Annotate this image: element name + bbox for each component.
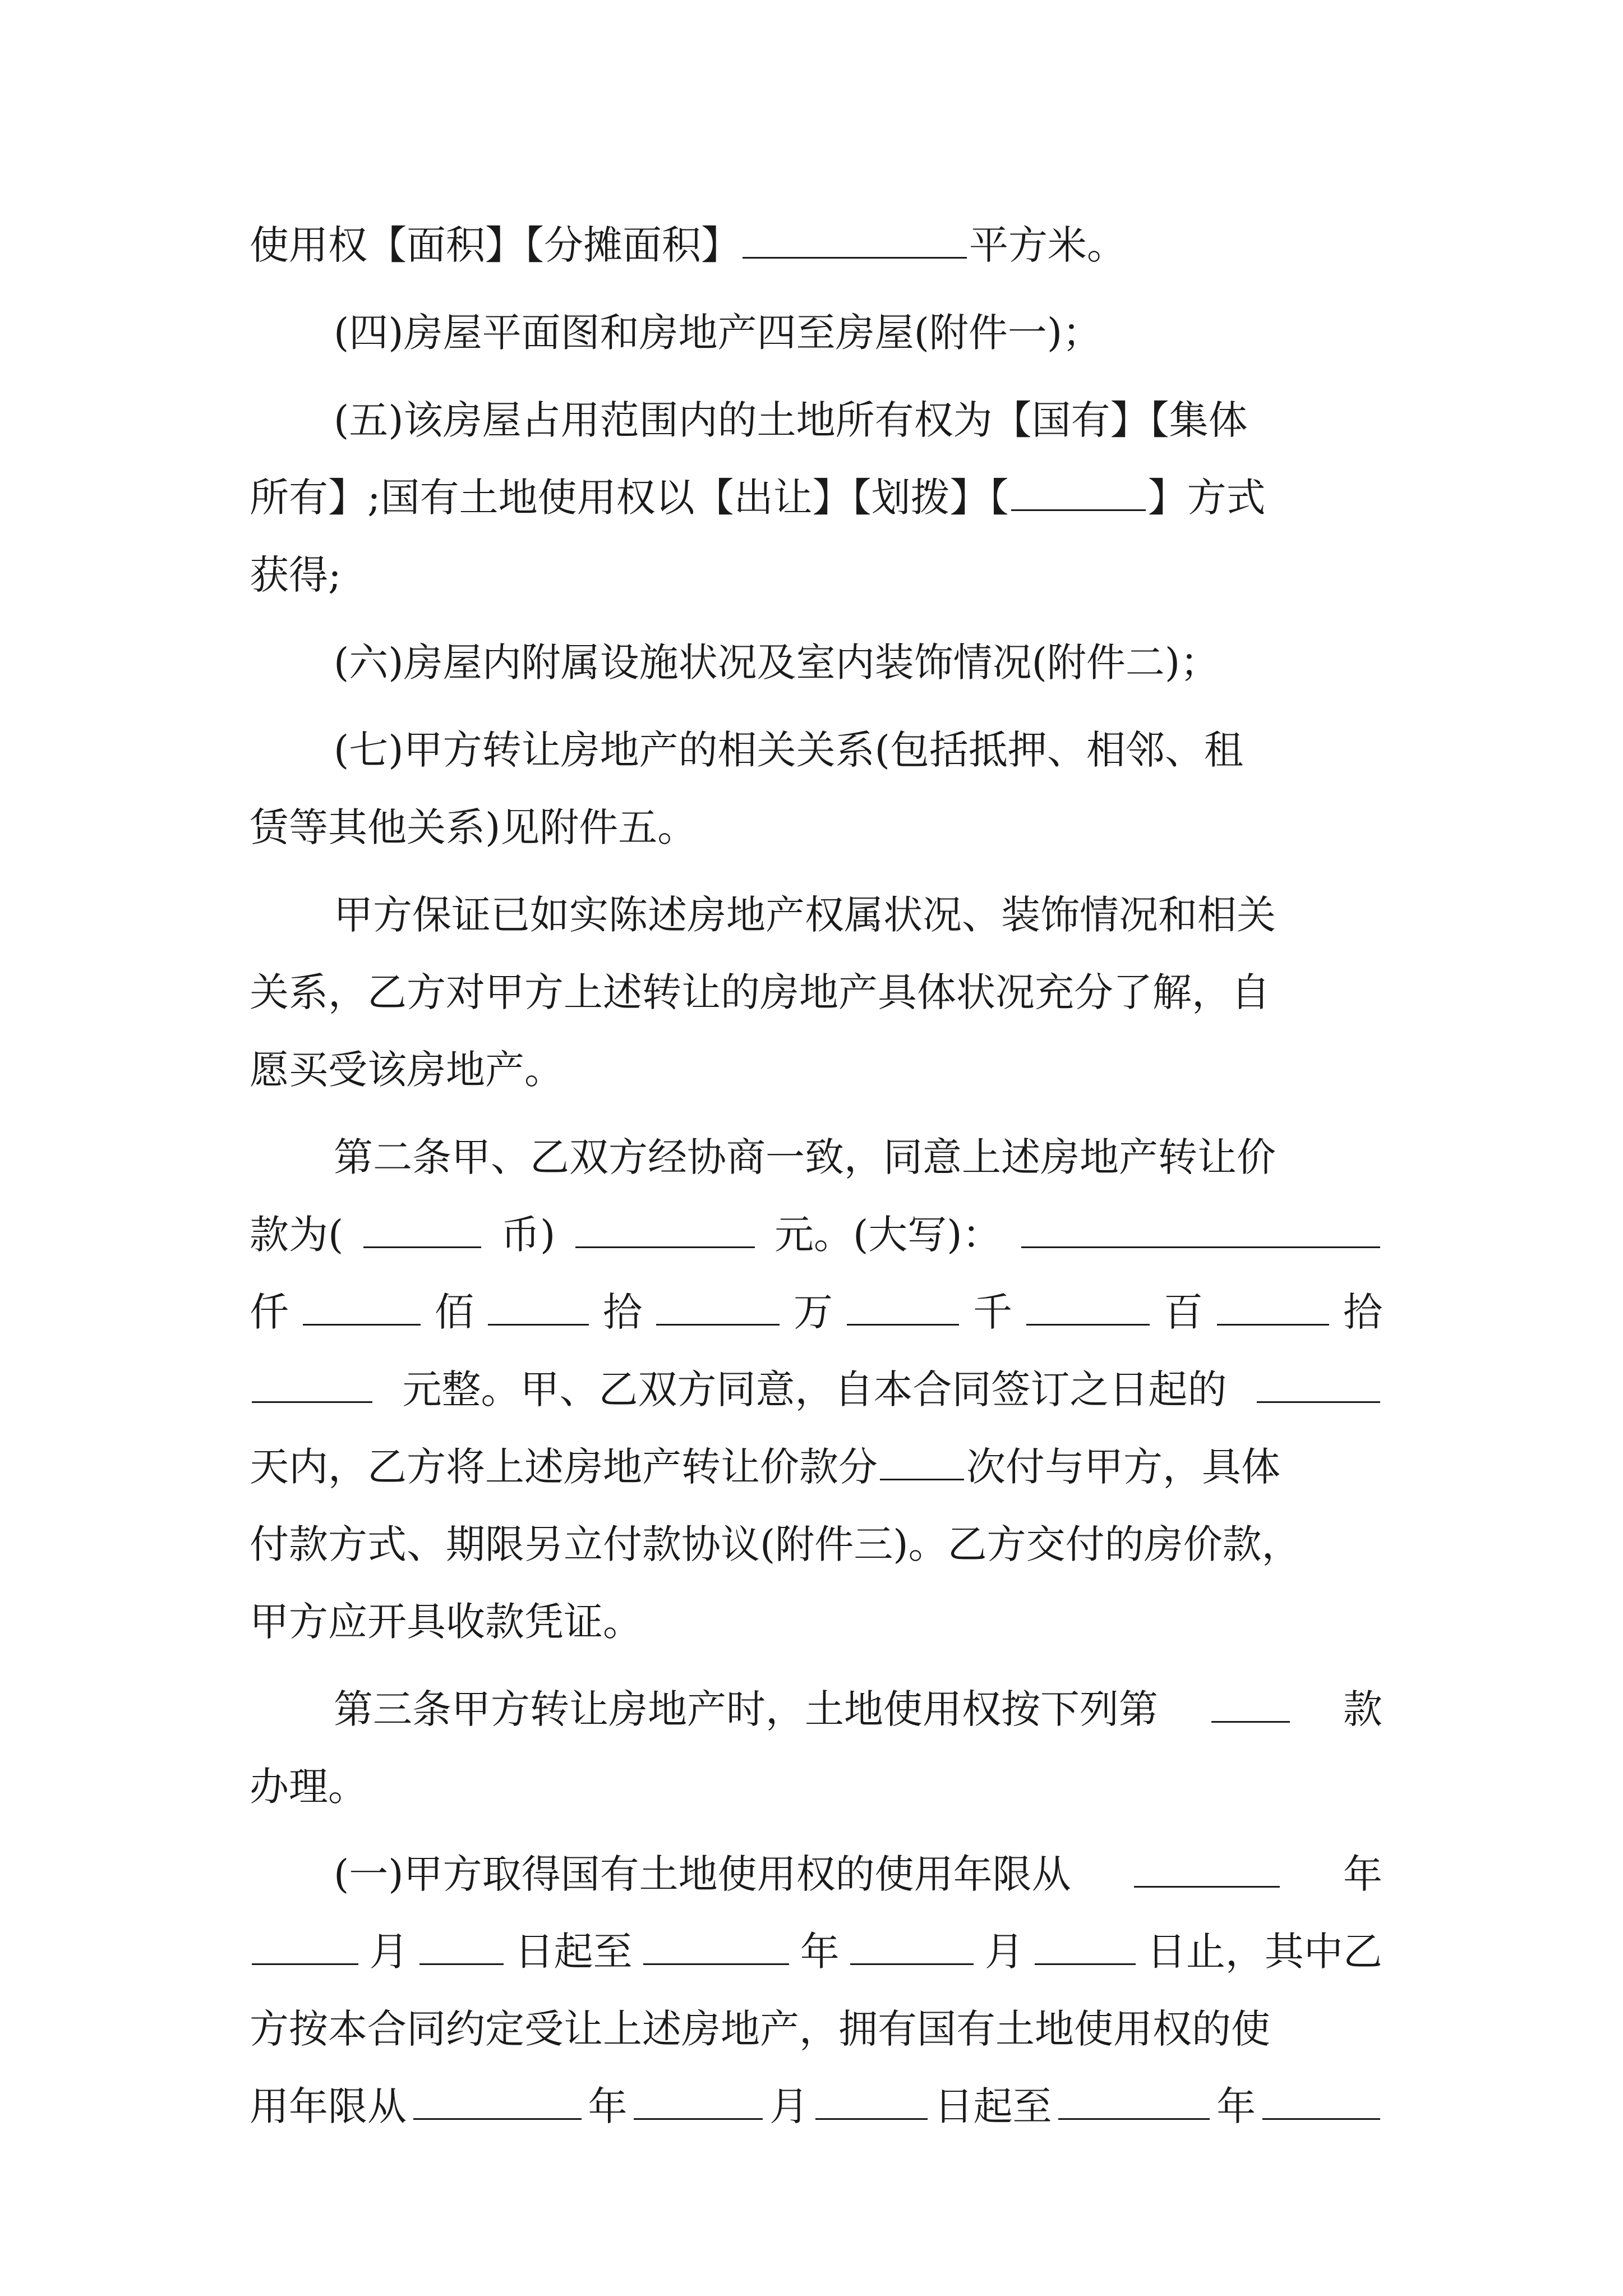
- text-segment: 用年限从: [250, 2083, 407, 2129]
- text-segment: 佰: [435, 1289, 474, 1335]
- text-line: [250, 1913, 1382, 1990]
- text-segment: 所有】;国有土地使用权以【出让】【划拨】【: [250, 475, 1009, 521]
- text-segment: 年: [1216, 2083, 1256, 2129]
- text-segment: 赁等其他关系)见附件五。: [250, 804, 697, 850]
- text-segment: (一)甲方取得国有土地使用权的使用年限从: [334, 1851, 1071, 1897]
- text-segment: (四)房屋平面图和房地产四至房屋(附件一)；: [334, 310, 1102, 356]
- fill-in-blank: [575, 1214, 755, 1248]
- text-line: [250, 1748, 1382, 1825]
- text-segment: 年: [1343, 1851, 1382, 1897]
- text-segment: 千: [973, 1289, 1012, 1335]
- text-segment: 月: [369, 1929, 409, 1975]
- text-line: [250, 1031, 1382, 1108]
- fill-in-blank: [656, 1291, 780, 1326]
- fill-in-blank: [847, 1291, 959, 1326]
- fill-in-blank: [1211, 1688, 1290, 1723]
- text-segment: 日起至: [934, 2083, 1052, 2129]
- text-line: [250, 1835, 1382, 1913]
- text-segment: 天内，乙方将上述房地产转让价款分: [250, 1444, 878, 1490]
- text-line: [250, 954, 1382, 1031]
- text-line: [250, 876, 1382, 954]
- fill-in-blank: [1134, 1853, 1280, 1888]
- text-line: [250, 1428, 1382, 1506]
- text-segment: 甲方应开具收款凭证。: [250, 1599, 642, 1645]
- text-line: [250, 1351, 1382, 1428]
- text-segment: (七)甲方转让房地产的相关关系(包括抵押、相邻、租: [334, 727, 1243, 773]
- text-line: [250, 1671, 1382, 1748]
- text-segment: (六)房屋内附属设施状况及室内装饰情况(附件二)；: [334, 639, 1220, 685]
- text-segment: 次付与甲方，具体: [966, 1444, 1280, 1490]
- text-line: [250, 459, 1382, 536]
- fill-in-blank: [634, 2086, 763, 2120]
- text-segment: 拾: [1343, 1289, 1382, 1335]
- text-segment: 办理。: [250, 1764, 367, 1810]
- text-line: [250, 624, 1382, 701]
- text-line: [250, 206, 1382, 284]
- text-segment: 元。(大写)：: [774, 1212, 1002, 1258]
- fill-in-blank: [413, 2086, 582, 2120]
- fill-in-blank: [815, 2086, 928, 2120]
- text-line: [250, 2068, 1382, 2145]
- text-line: [250, 1990, 1382, 2068]
- text-segment: 愿买受该房地产。: [250, 1047, 564, 1093]
- text-segment: 仟: [250, 1289, 289, 1335]
- text-segment: 元整。甲、乙双方同意，自本合同签订之日起的: [402, 1366, 1227, 1412]
- text-line: [250, 1273, 1382, 1351]
- fill-in-blank: [743, 224, 967, 259]
- text-segment: 百: [1164, 1289, 1203, 1335]
- fill-in-blank: [643, 1931, 789, 1965]
- text-segment: 日止，其中乙: [1146, 1929, 1382, 1975]
- fill-in-blank: [419, 1931, 504, 1965]
- text-line: [250, 1506, 1382, 1583]
- fill-in-blank: [850, 1931, 974, 1965]
- text-segment: 方按本合同约定受让上述房地产，拥有国有土地使用权的使: [250, 2006, 1270, 2052]
- text-segment: 获得;: [250, 552, 342, 598]
- fill-in-blank: [880, 1446, 964, 1480]
- text-line: [250, 294, 1382, 371]
- fill-in-blank: [1021, 1214, 1380, 1248]
- fill-in-blank: [252, 1369, 372, 1403]
- fill-in-blank: [252, 1931, 358, 1965]
- text-segment: 】方式: [1147, 475, 1266, 521]
- text-segment: 关系，乙方对甲方上述转让的房地产具体状况充分了解，自: [250, 969, 1270, 1015]
- fill-in-blank: [1257, 1369, 1380, 1403]
- fill-in-blank: [303, 1291, 421, 1326]
- text-segment: (五)该房屋占用范围内的土地所有权为【国有】【集体: [334, 397, 1248, 443]
- text-segment: 第二条甲、乙双方经协商一致，同意上述房地产转让价: [334, 1134, 1276, 1180]
- text-line: [250, 1119, 1382, 1196]
- fill-in-blank: [1217, 1291, 1329, 1326]
- fill-in-blank: [1058, 2086, 1210, 2120]
- fill-in-blank: [1011, 477, 1146, 511]
- fill-in-blank: [363, 1214, 481, 1248]
- text-line: [250, 711, 1382, 789]
- text-segment: 日起至: [514, 1929, 633, 1975]
- text-segment: 拾: [603, 1289, 642, 1335]
- text-segment: 款: [1343, 1686, 1382, 1732]
- text-segment: 万: [794, 1289, 833, 1335]
- text-segment: 款为(: [250, 1212, 344, 1258]
- text-line: [250, 1196, 1382, 1273]
- fill-in-blank: [1035, 1931, 1136, 1965]
- text-line: [250, 381, 1382, 459]
- text-segment: 月: [769, 2083, 809, 2129]
- text-line: [250, 789, 1382, 866]
- text-segment: 月: [984, 1929, 1024, 1975]
- text-line: [250, 1583, 1382, 1660]
- text-segment: 第三条甲方转让房地产时，土地使用权按下列第: [334, 1686, 1158, 1732]
- text-segment: 平方米。: [969, 222, 1126, 268]
- fill-in-blank: [1262, 2086, 1380, 2120]
- text-segment: 付款方式、期限另立付款协议(附件三)。乙方交付的房价款，: [250, 1521, 1301, 1567]
- fill-in-blank: [1026, 1291, 1150, 1326]
- fill-in-blank: [488, 1291, 589, 1326]
- text-segment: 年: [588, 2083, 628, 2129]
- text-segment: 甲方保证已如实陈述房地产权属状况、装饰情况和相关: [334, 892, 1276, 938]
- text-segment: 币): [501, 1212, 556, 1258]
- text-segment: 年: [800, 1929, 840, 1975]
- text-line: [250, 536, 1382, 614]
- text-segment: 使用权【面积】【分摊面积】: [250, 222, 740, 268]
- document-body: [250, 206, 1382, 2145]
